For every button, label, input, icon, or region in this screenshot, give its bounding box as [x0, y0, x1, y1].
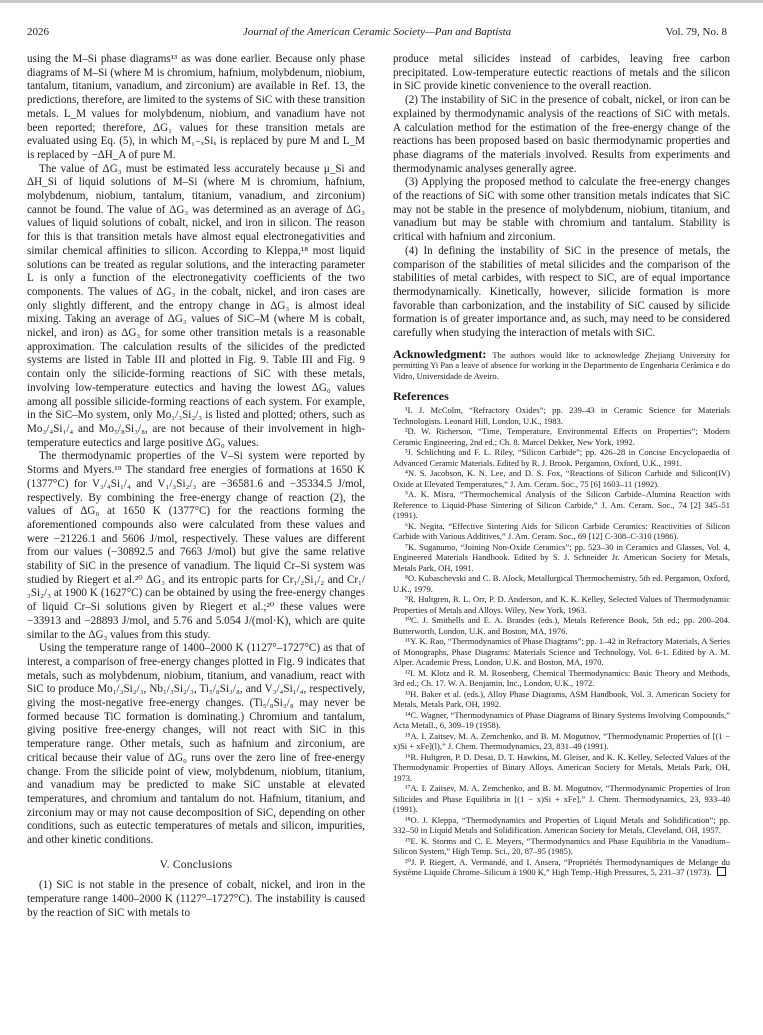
reference-item: ⁷K. Suganumo, “Joining Non-Oxide Ceramics”; pp. 523–30 in Ceramics and Glasses, Vol. 4, Engineered Materials Handbook. Edited by S. J. Schneider Jr. American Society for Metals, Metals Park, OH, 1991.: [393, 541, 730, 573]
volume-issue: Vol. 79, No. 8: [665, 26, 727, 38]
right-column: [393, 53, 730, 878]
acknowledgment-title: Acknowledgment:: [393, 346, 487, 361]
reference-item: ¹²I. M. Klotz and R. M. Rosenberg, Chemical Thermodynamics: Basic Theory and Methods, 3rd ed.; Ch. 17. W. A. Benjamin, Inc., London, U.K., 1972.: [393, 667, 730, 689]
end-of-article-mark: [717, 867, 726, 876]
reference-item: ¹⁰C. J. Smithells and E. A. Brandes (eds.), Metals Reference Book, 5th ed.; pp. 200–204. Butterworth, London, U.K. and Boston, MA, 1976.: [393, 615, 730, 636]
reference-item: ⁶K. Negita, “Effective Sintering Aids for Silicon Carbide Ceramics: Reactivities of Silicon Carbide with Various Additives,” J. Am. Ceram. Soc., 69 [12] C-308–C-310 (1986).: [393, 520, 730, 542]
page-number: 2026: [27, 26, 49, 38]
reference-item: ⁸O. Kubaschevski and C. B. Alock, Metallurgical Thermochemistry, 5th ed. Pergamon, Oxford, U.K., 1979.: [393, 573, 730, 594]
top-rule: [0, 0, 763, 3]
body-paragraph: using the M–Si phase diagrams¹³ as was done earlier. Because only phase diagrams of M–Si (where M is chromium, hafnium, molybdenum, niobium, tantalum, titanium, vanadium, and zirconium) are available in Ref. 13, the predictions, therefore, are limited to the systems of SiC with these transition metals. L_M values for molybdenum, niobium, and vanadium have not been reported; therefore, ΔG₁ values for these transition metals are evaluated using Eq. (5), in which M₁₋ₓSiₓ is replaced by pure M and L_M is replaced by −ΔH_A of pure M.: [27, 53, 365, 161]
reference-text: ²⁰J. P. Riegert, A. Vermandé, and I. Ansera, “Propriétés Thermodynamiques de Melange du Système Liquide Chrome–Silicum à 1900 K,” High Temp.-High Pressures, 5, 231–37 (1973).: [393, 856, 730, 878]
reference-item: ¹I. J. McColm, “Refractory Oxides”; pp. 239–43 in Ceramic Science for Materials Technologists. Leonard Hill, London, U.K., 1983.: [393, 405, 730, 426]
body-paragraph: The value of ΔG₃ must be estimated less accurately because μ_Si and ΔH_Si of liquid solutions of M–Si (where M is chromium, hafnium, molybdenum, niobium, tantalum, titanium, vanadium, and zirconium) cannot be found. The value of ΔG₃ was determined as an average of ΔG₃ values of liquid solutions of cobalt, nickel, and iron in silicon. The reason for this is that transition metals have almost equal electronegativities and similar chemical affinities to silicon. According to Kleppa,¹⁸ most liquid solutions can be treated as regular solutions, and the interacting parameter L is only a function of the electronegativity coefficients of the two components. The values of ΔG₃ in the cobalt, nickel, and iron cases are only slightly different, and the entropy change in ΔG₃ is almost ideal mixing. Taking an average of ΔG₃ values of SiC–M (where M is cobalt, nickel, and iron) as ΔG₃ for some other transition metals is a reasonable approximation. The calculation results of the silicides of the predicted systems are listed in Table III and plotted in Fig. 9. Table III and Fig. 9 contain only the silicide-forming reactions of SiC with these metals, involving low-temperature eutectics and having the lowest ΔG₀ values among all possible silicide-forming reactions of each system. For example, in the SiC–Mo system, only Mo₁/₃Si₂/₃ is listed and plotted; others, such as Mo₃/₄Si₁/₄ and Mo₅/₈Si₃/₈, are not because of their involvement in high-temperature eutectics and large positive ΔG₀ values.: [27, 162, 365, 449]
reference-item: ¹⁴C. Wagner, “Thermodynamics of Phase Diagrams of Binary Systems Involving Compounds,” Acta Metall., 6, 309–19 (1958).: [393, 709, 730, 731]
reference-item: ⁹R. Hultgren, R. L. Orr, P. D. Anderson, and K. K. Kelley, Selected Values of Thermodynamic Properties of Metals and Alloys. Wiley, New York, 1963.: [393, 594, 730, 615]
body-paragraph: The thermodynamic properties of the V–Si system were reported by Storms and Myers.¹⁹ The standard free energies of formations at 1650 K (1377°C) for V₃/₄Si₁/₄ and V₁/₃Si₂/₃ are −36581.6 and −35334.5 J/mol, respectively. By combining the free-energy change of reaction (2), the values of ΔG₀ at 1650 K (1377°C) for the reactions forming the aforementioned compounds also were calculated from these values and were −21226.1 and 5606 J/mol, respectively. These values are different from our values (−30892.5 and 7663 J/mol) but give the same relative stability of SiC in the presence of vanadium. The liquid Cr–Si system was studied by Riegert et al.²⁰ ΔG₃ and its entropic parts for Cr₁/₂Si₁/₂ and Cr₁/₃Si₂/₃ at 1900 K (1627°C) can be obtained by using the free-energy changes of liquid Cr–Si solutions given by Riegert et al.;²⁰ these values were −33913 and −28893 J/mol, and 5.76 and 5.054 J/(mol·K), which are quite similar to the ΔG₃ values from this study.: [27, 450, 365, 641]
running-header: [27, 26, 727, 42]
conclusion-item: (4) In defining the instability of SiC in the presence of metals, the comparison of the stabilities of metal silicides and the comparison of the stabilities of metal carbides, with respect to SiC, are of equal importance thermodynamically. Kinetically, however, silicide formation is more favorable than carbonization, and the instability of SiC caused by silicide formation is of greater importance and, as such, may need to be considered carefully when studying the interaction of metals with SiC.: [393, 244, 730, 340]
reference-item: ¹³H. Baker et al. (eds.), Alloy Phase Diagrams, ASM Handbook, Vol. 3. American Society for Metals, Metals Park, OH, 1992.: [393, 688, 730, 710]
conclusion-item: (3) Applying the proposed method to calculate the free-energy changes of the reactions of SiC with some other transition metals indicates that SiC may not be stable in the presence of molybdenum, niobium, titanium, and vanadium but may be stable with chromium and tantalum. Stability is critical with hafnium and zirconium.: [393, 176, 730, 244]
reference-item: ¹⁵A. I. Zaitsev, M. A. Zemchenko, and B. M. Mogutnov, “Thermodynamic Properties of [(1 − x)Si + xFe](l),” J. Chem. Thermodynamics, 23, 831–49 (1991).: [393, 730, 730, 752]
conclusion-item: (1) SiC is not stable in the presence of cobalt, nickel, and iron in the temperature range 1400–2000 K (1127°–1727°C). The instability is caused by the reaction of SiC with metals to: [27, 879, 365, 919]
body-paragraph: Using the temperature range of 1400–2000 K (1127°–1727°C) as that of interest, a comparison of free-energy changes plotted in Fig. 9 indicates that metals, such as molybdenum, niobium, titanium, and vanadium, react with SiC to produce Mo₁/₃Si₂/₃, Nb₁/₃Si₂/₃, Ti₅/₈Si₃/₈, and V₃/₄Si₁/₄, respectively, giving the most-negative free-energy changes. (Ti₅/₈Si₃/₈ may never be formed because TiC formation is dominating.) Chromium and tantalum, giving positive free-energy changes, will not react with SiC in this temperature range. Other metals, such as hafnium and zirconium, are critical because their value of ΔG₀ runs over the zero line of free-energy change. From the silicide point of view, molybdenum, niobium, titanium, and vanadium may be predicted to make SiC unstable at elevated temperatures, and chromium and tantalum do not. Hafnium, titanium, and zirconium may or may not cause decomposition of SiC, depending on other conditions, such as eutectic temperatures of metals and silicon, impurities, and other kinetic conditions.: [27, 642, 365, 847]
acknowledgment: [393, 346, 730, 382]
reference-item: ¹⁷A. I. Zaitsev, M. A. Zemchenko, and B. M. Mogutnov, “Thermodynamic Properties of Iron Silicides and Phase Equilibria in [(1 − x)Si + xFe],” J. Chem. Thermodynamics, 23, 933–40 (1991).: [393, 783, 730, 815]
reference-item: ³J. Schlichting and F. L. Riley, “Silicon Carbide”; pp. 426–28 in Concise Encyclopaedia of Advanced Ceramic Materials. Edited by R. J. Brook. Pergamon, Oxford, U.K., 1991.: [393, 447, 730, 468]
reference-item: ¹¹Y. K. Rao, “Thermodynamics of Phase Diagrams”; pp. 1–42 in Refractory Materials, A Series of Monographs, Phase Diagrams: Materials Science and Technology, Vol. 6-1. Edited by A. M. Alper. Academic Press, London, U.K. and Boston, MA, 1970.: [393, 636, 730, 668]
references-heading: References: [393, 388, 449, 403]
conclusion-item: (2) The instability of SiC in the presence of cobalt, nickel, or iron can be explained by thermodynamic analysis of the reactions of SiC with metals. A calculation method for the estimation of the free-energy change of the reactions has been proposed based on basic thermodynamic properties and phase diagrams of the materials involved. Results from experiments and thermodynamic analyses generally agree.: [393, 94, 730, 175]
acknowledgment-text: The authors would like to acknowledge Zhejiang University for permitting Yi Pan a leave of absence for working in the Departmento de Engenharia Cerâmica e do Vidro, Universidade de Aveiro.: [393, 349, 730, 381]
reference-item: ⁴N. S. Jacobson, K. N. Lee, and D. S. Fox, “Reactions of Silicon Carbide and Silicon(IV) Oxide at Elevated Temperatures,” J. Am. Ceram. Soc., 75 [6] 1603–11 (1992).: [393, 468, 730, 489]
reference-item: ⁵A. K. Misra, “Thermochemical Analysis of the Silicon Carbide–Alumina Reaction with Reference to Liquid-Phase Sintering of Silicon Carbide,” J. Am. Ceram. Soc., 74 [2] 345–51 (1991).: [393, 489, 730, 521]
left-column: [27, 53, 365, 921]
reference-list: [393, 405, 730, 878]
section-heading-conclusions: V. Conclusions: [159, 857, 233, 871]
reference-item: ¹⁸O. J. Kleppa, “Thermodynamics and Properties of Liquid Metals and Solidification”; pp. 332–50 in Liquid Metals and Solidification. American Society for Metals, Cleveland, OH, 1957.: [393, 814, 730, 836]
reference-item: ¹⁹E. K. Storms and C. E. Meyers, “Thermodynamics and Phase Equilibria in the Vanadium–Silicon System,” High Temp. Sci., 20, 87–95 (1985).: [393, 835, 730, 857]
reference-item: ¹⁶R. Hultgren, P. D. Desai, D. T. Hawkins, M. Gleiser, and K. K. Kelley, Selected Values of the Thermodynamic Properties of Binary Alloys. American Society for Metals, Metals Park, OH, 1973.: [393, 751, 730, 783]
body-paragraph: produce metal silicides instead of carbides, leaving free carbon precipitated. Low-temperature eutectic reactions of metals and the silicon in SiC provide kinetic convenience to the overall reaction.: [393, 53, 730, 93]
reference-item: [393, 857, 730, 878]
journal-title: Journal of the American Ceramic Society—Pan and Baptista: [242, 26, 512, 38]
reference-item: ²D. W. Richerson, “Time, Temperature, Environmental Effects on Properties”; Modern Ceramic Engineering, 2nd ed.; Ch. 8. Marcel Dekker, New York, 1992.: [393, 426, 730, 447]
